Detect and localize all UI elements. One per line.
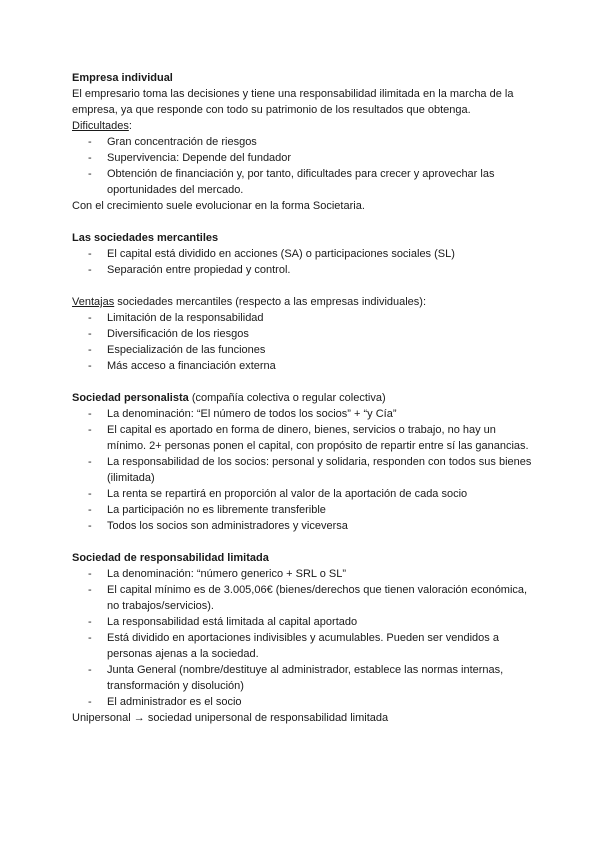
intro-paragraph: El empresario toma las decisiones y tiene una responsabilidad ilimitada en la marcha de la empresa, ya que responde con todo su patrimonio de los resultados que obtenga. [72, 88, 514, 116]
ventajas-list [72, 310, 532, 374]
list-item: - Separación entre propiedad y control. [72, 262, 532, 278]
list-item: - Supervivencia: Depende del fundador [72, 150, 532, 166]
list-item: - Especialización de las funciones [72, 342, 532, 358]
list-item: - Obtención de financiación y, por tanto, dificultades para crecer y aprovechar las oportunidades del mercado. [72, 166, 532, 198]
ventajas-rest: sociedades mercantiles (respecto a las empresas individuales): [114, 296, 427, 308]
heading-empresa-individual: Empresa individual [72, 72, 173, 84]
spacer [72, 214, 532, 230]
personalista-list [72, 406, 532, 534]
list-item: - El capital es aportado en forma de dinero, bienes, servicios o trabajo, no hay un mínimo. 2+ personas ponen el capital, con propósito de repartir entre sí las ganancias. [72, 422, 532, 454]
spacer [72, 278, 532, 294]
limitada-list [72, 566, 532, 710]
closing-paragraph: Con el crecimiento suele evolucionar en la forma Societaria. [72, 200, 365, 212]
dificultades-list [72, 134, 532, 198]
list-item: - El administrador es el socio [72, 694, 532, 710]
list-item: - Diversificación de los riesgos [72, 326, 532, 342]
personalista-subtitle: (compañía colectiva o regular colectiva) [188, 392, 386, 404]
spacer [72, 534, 532, 550]
list-item: - Está dividido en aportaciones indivisibles y acumulables. Pueden ser vendidos a personas ajenas a la sociedad. [72, 630, 532, 662]
list-item: - La participación no es libremente transferible [72, 502, 532, 518]
list-item: - La responsabilidad está limitada al capital aportado [72, 614, 532, 630]
list-item: - La denominación: “número generico + SRL o SL” [72, 566, 532, 582]
dificultades-word: Dificultades [72, 120, 129, 132]
mercantiles-list [72, 246, 532, 278]
document-page [72, 70, 532, 726]
list-item: - La responsabilidad de los socios: personal y solidaria, responden con todos sus bienes (ilimitada) [72, 454, 532, 486]
list-item: - Gran concentración de riesgos [72, 134, 532, 150]
ventajas-intro [72, 294, 532, 310]
heading-sociedad-responsabilidad-limitada: Sociedad de responsabilidad limitada [72, 552, 269, 564]
personalista-title: Sociedad personalista [72, 392, 189, 404]
list-item: - La denominación: “El número de todos los socios” + “y Cía” [72, 406, 532, 422]
dificultades-label [72, 118, 532, 134]
list-item: - El capital mínimo es de 3.005,06€ (bienes/derechos que tienen valoración económica, no trabajos/servicios). [72, 582, 532, 614]
ventajas-word: Ventajas [72, 296, 115, 308]
list-item: - Más acceso a financiación externa [72, 358, 532, 374]
list-item: - Todos los socios son administradores y viceversa [72, 518, 532, 534]
list-item: - Limitación de la responsabilidad [72, 310, 532, 326]
list-item: - El capital está dividido en acciones (SA) o participaciones sociales (SL) [72, 246, 532, 262]
unipersonal-note: Unipersonal → sociedad unipersonal de responsabilidad limitada [72, 712, 389, 724]
heading-sociedades-mercantiles: Las sociedades mercantiles [72, 232, 219, 244]
dificultades-colon: : [128, 120, 132, 132]
list-item: - Junta General (nombre/destituye al administrador, establece las normas internas, transformación y disolución) [72, 662, 532, 694]
list-item: - La renta se repartirá en proporción al valor de la aportación de cada socio [72, 486, 532, 502]
spacer [72, 374, 532, 390]
heading-sociedad-personalista [72, 390, 532, 406]
